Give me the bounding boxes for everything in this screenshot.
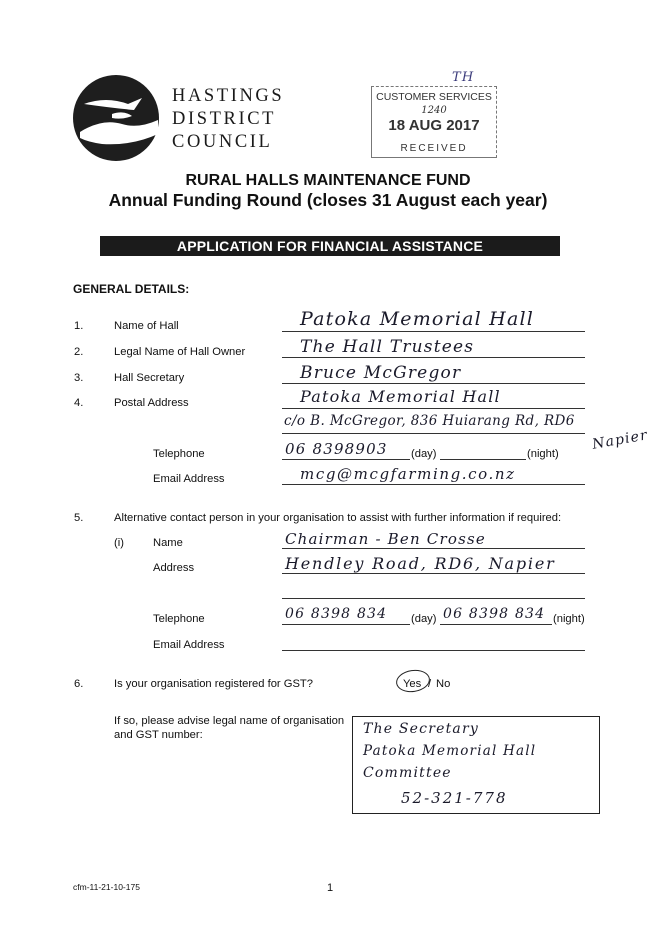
alt-name-value: Chairman - Ben Crosse bbox=[285, 530, 486, 548]
gst-advise-line2: and GST number: bbox=[114, 729, 203, 741]
alt-email-label: Email Address bbox=[153, 639, 225, 651]
postal-line-1 bbox=[282, 408, 585, 409]
alt-address-value: Hendley Road, RD6, Napier bbox=[285, 554, 556, 573]
stamp-date: 18 AUG 2017 bbox=[388, 117, 480, 134]
gst-advise-line1: If so, please advise legal name of organisation bbox=[114, 715, 345, 727]
form-reference: cfm-11-21-10-175 bbox=[73, 882, 140, 892]
q4-number: 4. bbox=[74, 397, 84, 409]
gst-number: 52-321-778 bbox=[401, 789, 508, 807]
alt-telephone-label: Telephone bbox=[153, 613, 205, 625]
alt-contact-question: Alternative contact person in your organisation to assist with further information if required: bbox=[114, 512, 562, 524]
alt-address-label: Address bbox=[153, 562, 195, 574]
gst-no-option: No bbox=[436, 678, 451, 690]
postal-address-label: Postal Address bbox=[114, 397, 189, 409]
alt-name-label: Name bbox=[153, 537, 183, 549]
postal-address-line2: c/o B. McGregor, 836 Huiarang Rd, RD6 bbox=[284, 413, 575, 429]
owner-line bbox=[282, 357, 585, 358]
alt-tel-day-value: 06 8398 834 bbox=[285, 606, 388, 622]
gst-details-box bbox=[352, 716, 600, 814]
tel-day-line bbox=[282, 459, 410, 460]
email-label: Email Address bbox=[153, 473, 225, 485]
tel-day-value: 06 8398903 bbox=[285, 440, 388, 458]
tel-day-suffix: (day) bbox=[411, 448, 437, 460]
council-name-line3: COUNCIL bbox=[172, 132, 273, 152]
postal-address-line3: Napier bbox=[591, 427, 650, 453]
gst-box-line2: Patoka Memorial Hall bbox=[363, 743, 537, 759]
secretary-line bbox=[282, 383, 585, 384]
page-number: 1 bbox=[327, 882, 334, 894]
stamp-time: 1240 bbox=[421, 105, 447, 116]
stamp-received: RECEIVED bbox=[400, 143, 468, 154]
application-banner: APPLICATION FOR FINANCIAL ASSISTANCE bbox=[100, 236, 560, 256]
owner-label: Legal Name of Hall Owner bbox=[114, 346, 246, 358]
gst-question: Is your organisation registered for GST? bbox=[114, 678, 313, 690]
telephone-label: Telephone bbox=[153, 448, 205, 460]
alt-tel-night-line bbox=[440, 624, 552, 625]
tel-night-suffix: (night) bbox=[527, 448, 559, 460]
gst-box-line1: The Secretary bbox=[363, 721, 479, 737]
gst-yes-option: Yes bbox=[403, 678, 422, 690]
postal-line-2 bbox=[282, 433, 585, 434]
round-title: Annual Funding Round (closes 31 August each year) bbox=[108, 190, 548, 210]
alt-sub-number: (i) bbox=[114, 537, 124, 549]
email-value: mcg@mcgfarming.co.nz bbox=[300, 465, 516, 483]
postal-address-line1: Patoka Memorial Hall bbox=[300, 387, 501, 406]
q2-number: 2. bbox=[74, 346, 84, 358]
q1-number: 1. bbox=[74, 320, 84, 332]
hall-name-value: Patoka Memorial Hall bbox=[300, 308, 535, 330]
q3-number: 3. bbox=[74, 372, 84, 384]
general-details-heading: GENERAL DETAILS: bbox=[73, 282, 190, 296]
alt-address-line-1 bbox=[282, 573, 585, 574]
q5-number: 5. bbox=[74, 512, 84, 524]
tel-night-line bbox=[440, 459, 526, 460]
fund-title: RURAL HALLS MAINTENANCE FUND bbox=[185, 172, 471, 189]
gst-box-line3: Committee bbox=[363, 765, 452, 781]
hall-name-line bbox=[282, 331, 585, 332]
q6-number: 6. bbox=[74, 678, 84, 690]
gst-separator: / bbox=[428, 678, 432, 690]
alt-tel-night-suffix: (night) bbox=[553, 613, 585, 625]
hall-name-label: Name of Hall bbox=[114, 320, 179, 332]
secretary-label: Hall Secretary bbox=[114, 372, 185, 384]
council-name-line2: DISTRICT bbox=[172, 109, 277, 129]
council-logo bbox=[72, 74, 160, 162]
alt-tel-night-value: 06 8398 834 bbox=[443, 606, 546, 622]
email-line bbox=[282, 484, 585, 485]
alt-tel-day-line bbox=[282, 624, 410, 625]
alt-tel-day-suffix: (day) bbox=[411, 613, 437, 625]
alt-address-line-2 bbox=[282, 598, 585, 599]
owner-value: The Hall Trustees bbox=[300, 337, 475, 357]
stamp-dept: CUSTOMER SERVICES bbox=[376, 91, 492, 103]
council-name-line1: HASTINGS bbox=[172, 86, 285, 106]
alt-name-line bbox=[282, 548, 585, 549]
alt-email-line bbox=[282, 650, 585, 651]
received-stamp bbox=[371, 86, 497, 158]
secretary-value: Bruce McGregor bbox=[300, 363, 462, 383]
stamp-initials: TH bbox=[452, 70, 475, 85]
